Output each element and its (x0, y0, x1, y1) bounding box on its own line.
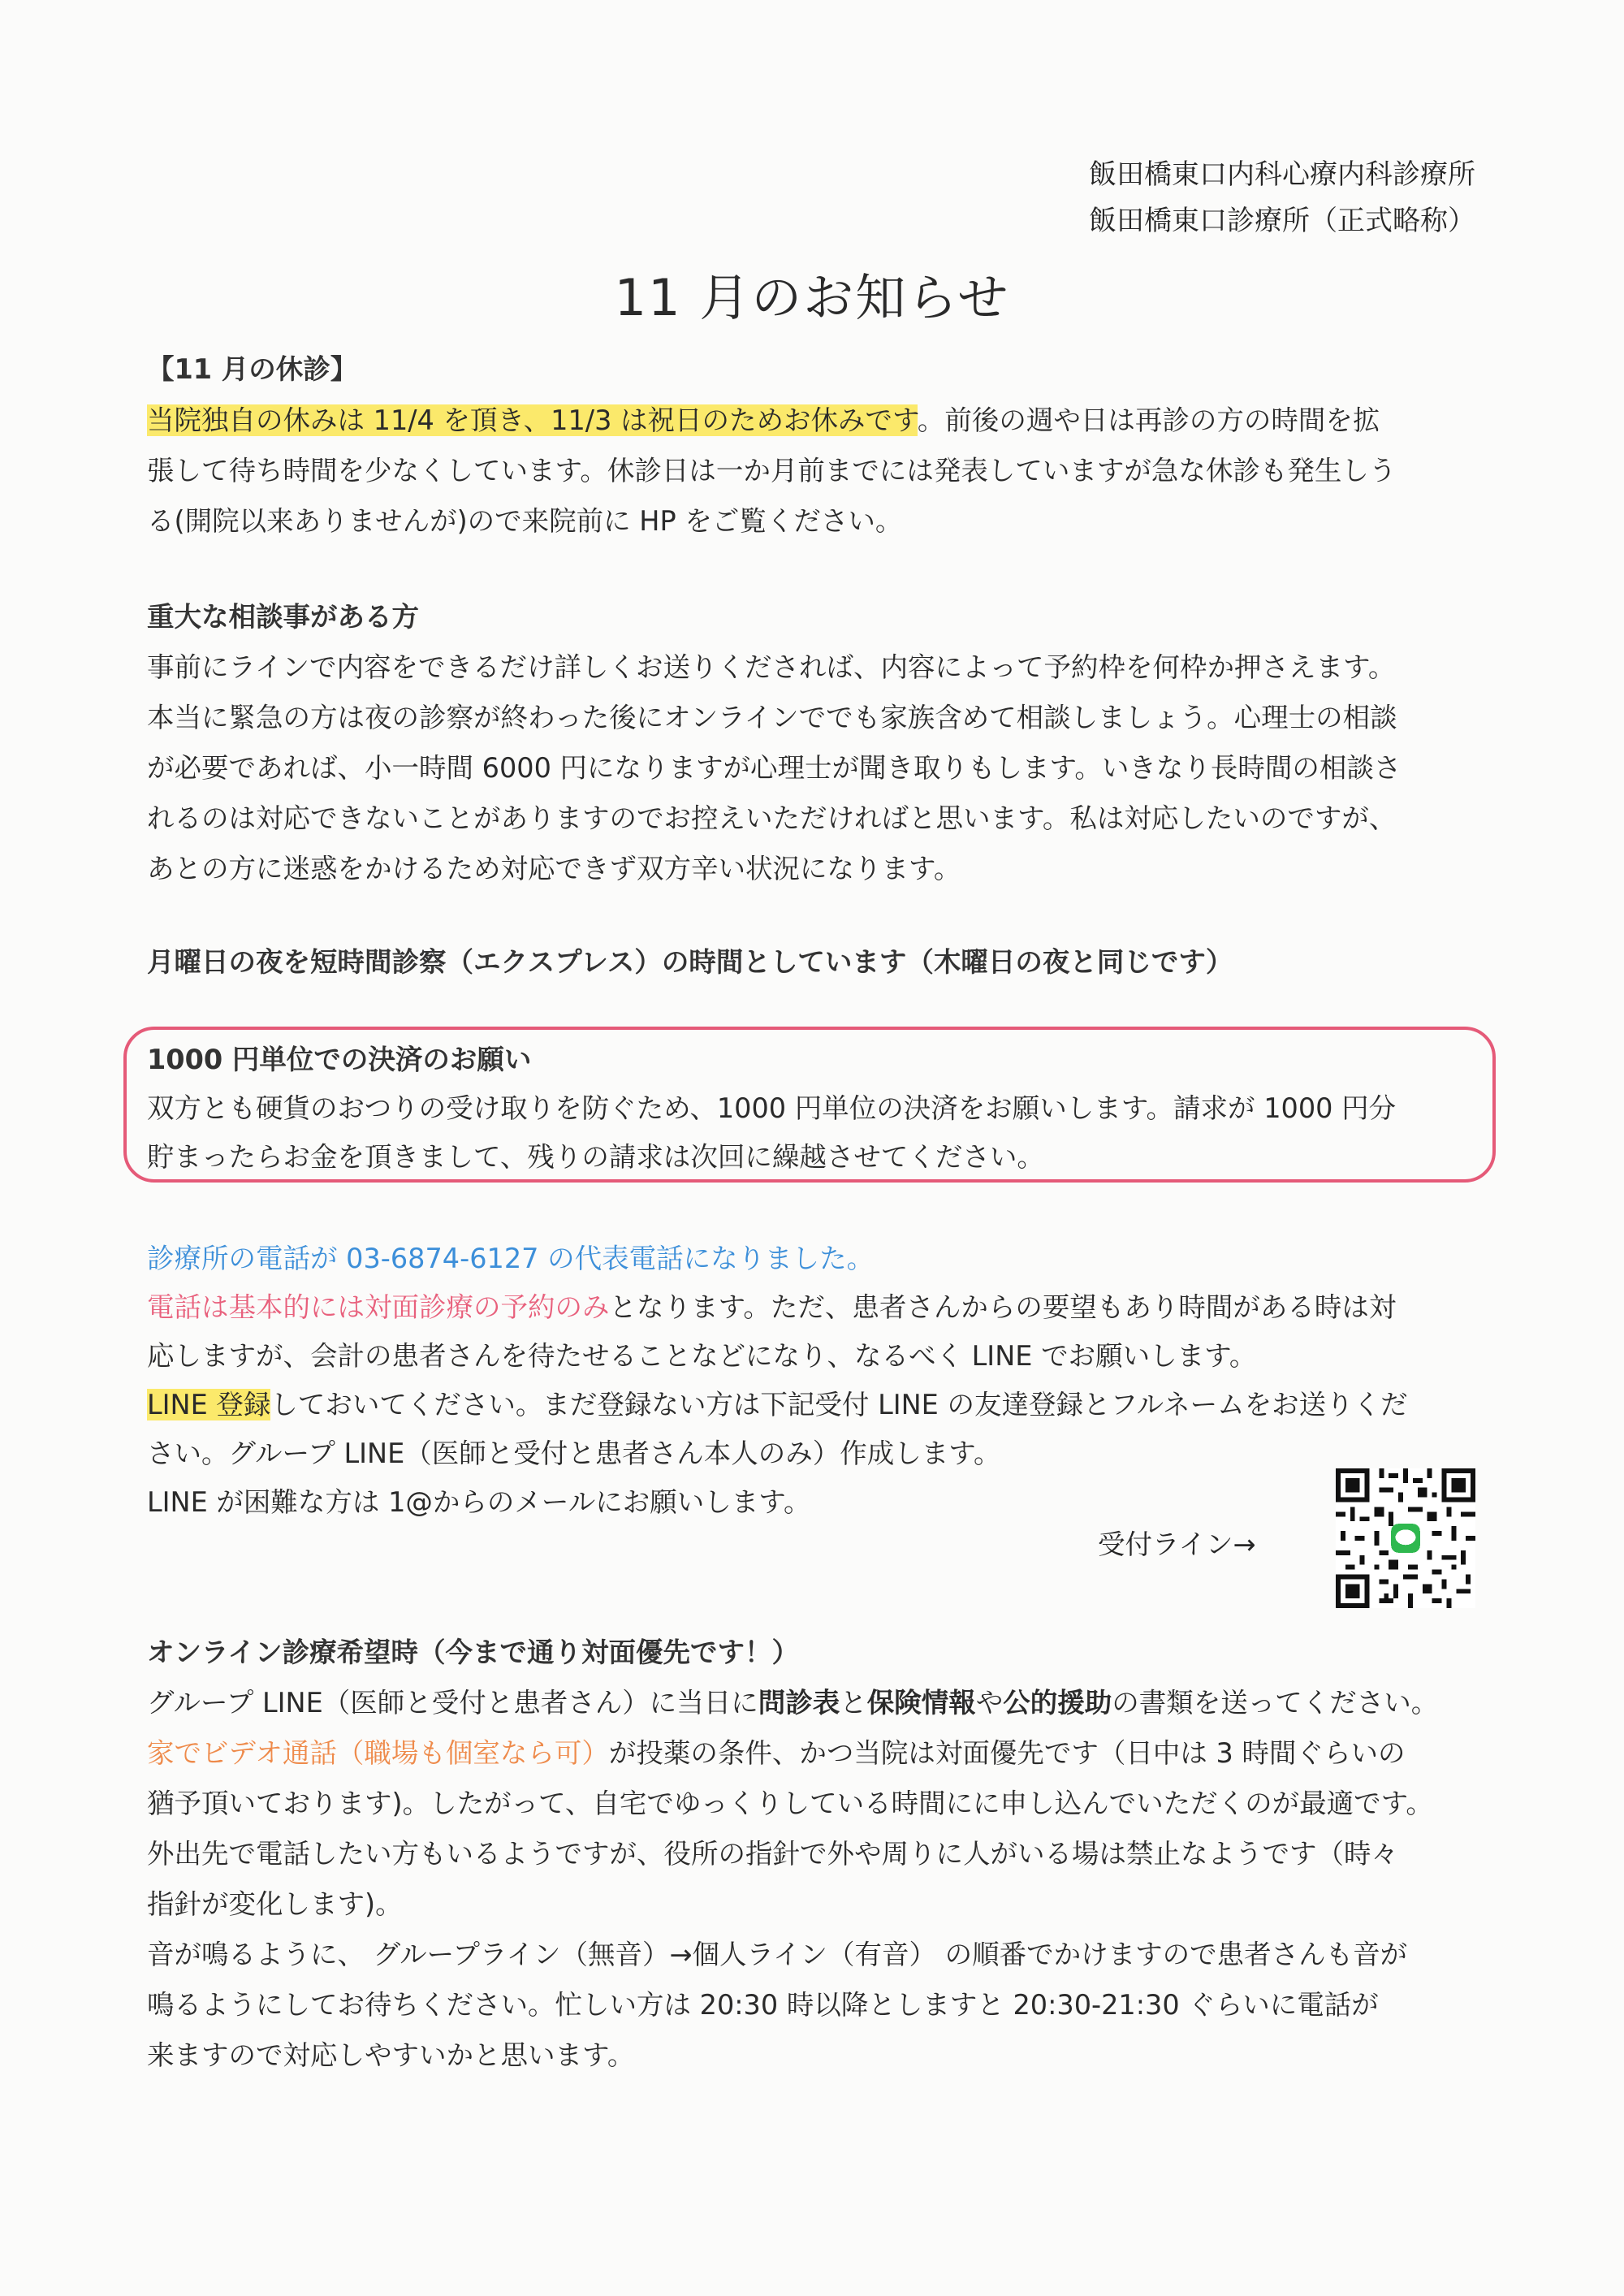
online-insurance: 保険情報 (866, 1687, 976, 1719)
page-title: 11 月のお知らせ (614, 268, 1010, 327)
payment-heading: 1000 円単位での決済のお願い (147, 1044, 532, 1075)
holiday-line-1 (147, 400, 1380, 441)
consult-line-2: 本当に緊急の方は夜の診察が終わった後にオンラインででも家族含めて相談しましょう。心理士の相談 (147, 702, 1397, 733)
consult-line-1: 事前にラインで内容をできるだけ詳しくお送りくだされば、内容によって予約枠を何枠か押さえます。 (147, 651, 1396, 683)
phone-line-3: 応しますが、会計の患者さんを待たせることなどになり、なるべく LINE でお願いします。 (147, 1340, 1257, 1372)
online-monshin: 問診表 (758, 1687, 840, 1719)
qr-label: 受付ライン→ (1098, 1529, 1256, 1560)
phone-line-2-rest: となります。ただ、患者さんからの要望もあり時間がある時は対 (609, 1291, 1397, 1323)
line-register-highlight: LINE 登録 (147, 1389, 271, 1420)
holiday-line-2: 張して待ち時間を少なくしています。休診日は一か月前までには発表していますが急な休診も発生しう (147, 455, 1397, 486)
phone-line-4-rest: しておいてください。まだ登録ない方は下記受付 LINE の友達登録とフルネームをお送りくだ (270, 1389, 1408, 1420)
payment-line-1: 双方とも硬貨のおつりの受け取りを防ぐため、1000 円単位の決済をお願いします。請求が 1000 円分 (147, 1092, 1397, 1124)
online-line-1e: や (975, 1687, 1004, 1719)
online-line-7: 鳴るようにしてお待ちください。忙しい方は 20:30 時以降としますと 20:30-21:30 ぐらいに電話が (147, 1989, 1379, 2021)
online-line-3: 猶予頂いております)。したがって、自宅でゆっくりしている時間にに申し込んでいただくのが最適です。 (147, 1788, 1433, 1819)
clinic-short-name: 飯田橋東口診療所（正式略称） (1089, 205, 1475, 237)
online-public-aid: 公的援助 (1003, 1687, 1112, 1719)
holiday-highlight: 当院独自の休みは 11/4 を頂き、11/3 は祝日のためお休みです (147, 404, 918, 436)
online-line-2-rest: が投薬の条件、かつ当院は対面優先です（日中は 3 時間ぐらいの (608, 1737, 1406, 1769)
qr-code-icon[interactable] (1336, 1468, 1475, 1608)
consult-line-4: れるのは対応できないことがありますのでお控えいただければと思います。私は対応したいのですが、 (147, 802, 1397, 834)
clinic-name: 飯田橋東口内科心療内科診療所 (1089, 158, 1475, 191)
online-orange-text: 家でビデオ通話（職場も個室なら可） (147, 1737, 609, 1769)
online-line-6: 音が鳴るように、 グループライン（無音）→個人ライン（有音） の順番でかけますので患者さんも音が (147, 1939, 1408, 1970)
online-line-2 (147, 1733, 1405, 1774)
phone-line-5: さい。グループ LINE（医師と受付と患者さん本人のみ）作成します。 (147, 1438, 1001, 1469)
phone-line-2 (147, 1287, 1396, 1328)
consult-heading: 重大な相談事がある方 (147, 601, 419, 633)
consult-line-5: あとの方に迷惑をかけるため対応できず双方辛い状況になります。 (147, 853, 961, 884)
online-line-4: 外出先で電話したい方もいるようですが、役所の指針で外や周りに人がいる場は禁止なようです（時々 (147, 1838, 1398, 1870)
consult-line-3: が必要であれば、小一時間 6000 円になりますが心理士が聞き取りもします。いきなり長時間の相談さ (147, 752, 1402, 784)
phone-line-4 (147, 1385, 1408, 1425)
holiday-line-3: る(開院以来ありませんが)ので来院前に HP をご覧ください。 (147, 505, 903, 537)
payment-line-2: 貯まったらお金を頂きまして、残りの請求は次回に繰越させてください。 (147, 1141, 1044, 1173)
online-line-1a: グループ LINE（医師と受付と患者さん）に当日に (147, 1687, 758, 1719)
phone-pink-text: 電話は基本的には対面診療の予約のみ (147, 1291, 610, 1323)
online-line-1 (147, 1683, 1438, 1723)
online-line-1g: の書類を送ってください。 (1112, 1687, 1439, 1719)
monday-notice: 月曜日の夜を短時間診察（エクスプレス）の時間としています（木曜日の夜と同じです） (147, 946, 1233, 978)
online-line-1c: と (840, 1687, 867, 1719)
online-line-8: 来ますので対応しやすいかと思います。 (147, 2039, 635, 2071)
phone-line-1: 診療所の電話が 03-6874-6127 の代表電話になりました。 (147, 1243, 875, 1274)
phone-line-6: LINE が困難な方は 1@からのメールにお願いします。 (147, 1486, 811, 1518)
online-line-5: 指針が変化します)。 (147, 1888, 403, 1920)
online-heading: オンライン診療希望時（今まで通り対面優先です！） (147, 1637, 799, 1668)
holiday-heading: 【11 月の休診】 (147, 353, 358, 385)
holiday-line-1-rest: 。前後の週や日は再診の方の時間を拡 (917, 404, 1380, 436)
